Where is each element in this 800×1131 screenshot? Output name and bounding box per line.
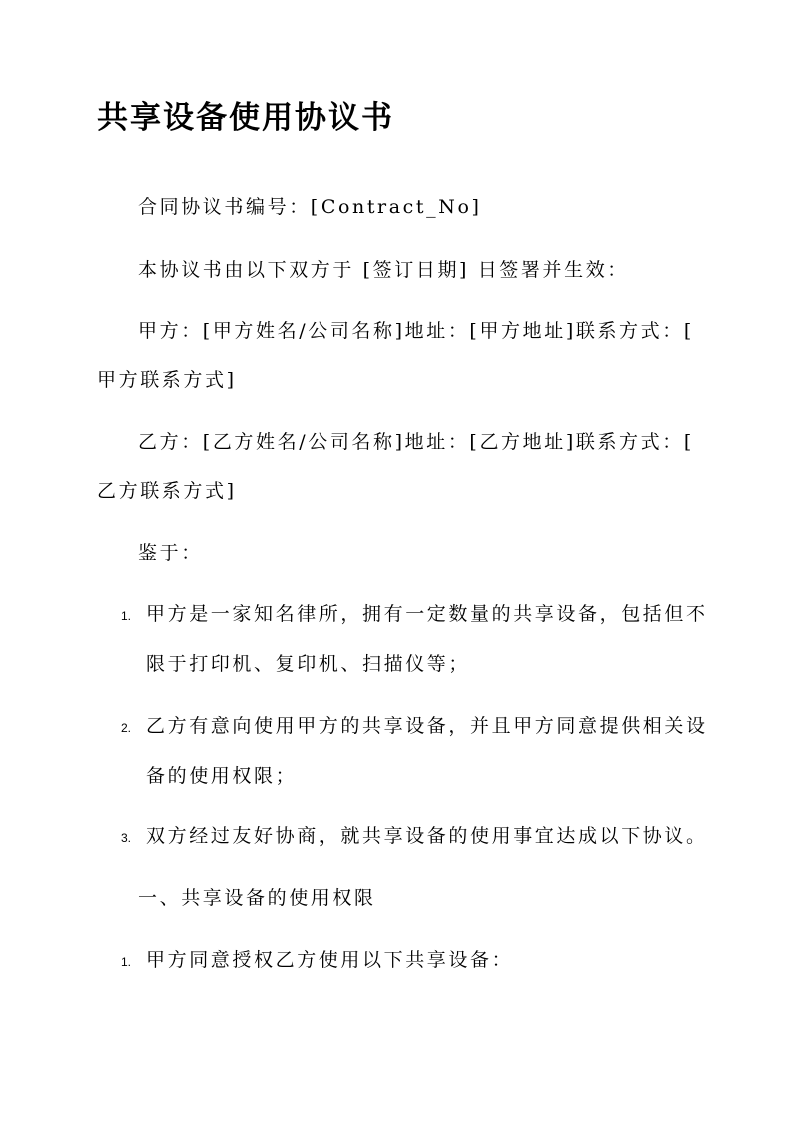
- recital-text-line-1: 乙方有意向使用甲方的共享设备，并且甲方同意提供相关设: [146, 715, 708, 737]
- recital-text-line-1: 甲方是一家知名律所，拥有一定数量的共享设备，包括但不: [146, 603, 708, 625]
- whereas-label: 鉴于：: [138, 542, 203, 564]
- party-b-line-2: 乙方联系方式]: [97, 480, 237, 502]
- party-b-line-1: 乙方：[乙方姓名/公司名称]地址：[乙方地址]联系方式：[: [138, 431, 694, 453]
- effective-date-line: 本协议书由以下双方于 [签订日期] 日签署并生效：: [138, 259, 629, 281]
- party-a-line-1: 甲方：[甲方姓名/公司名称]地址：[甲方地址]联系方式：[: [138, 320, 694, 342]
- recital-text-line-2: 限于打印机、复印机、扫描仪等；: [146, 653, 471, 675]
- document-title: 共享设备使用协议书: [97, 100, 394, 136]
- recital-number: 2.: [121, 721, 132, 735]
- party-a-line-2: 甲方联系方式]: [97, 369, 237, 391]
- clause-text-line-1: 甲方同意授权乙方使用以下共享设备：: [146, 949, 514, 971]
- section-heading: 一、共享设备的使用权限: [138, 887, 376, 909]
- recital-text-line-2: 备的使用权限；: [146, 765, 298, 787]
- recital-number: 3.: [121, 831, 132, 845]
- recital-number: 1.: [121, 609, 132, 623]
- contract-number-line: 合同协议书编号：[Contract_No]: [138, 196, 482, 218]
- recital-text-line-1: 双方经过友好协商，就共享设备的使用事宜达成以下协议。: [146, 825, 708, 847]
- clause-number: 1.: [121, 955, 132, 969]
